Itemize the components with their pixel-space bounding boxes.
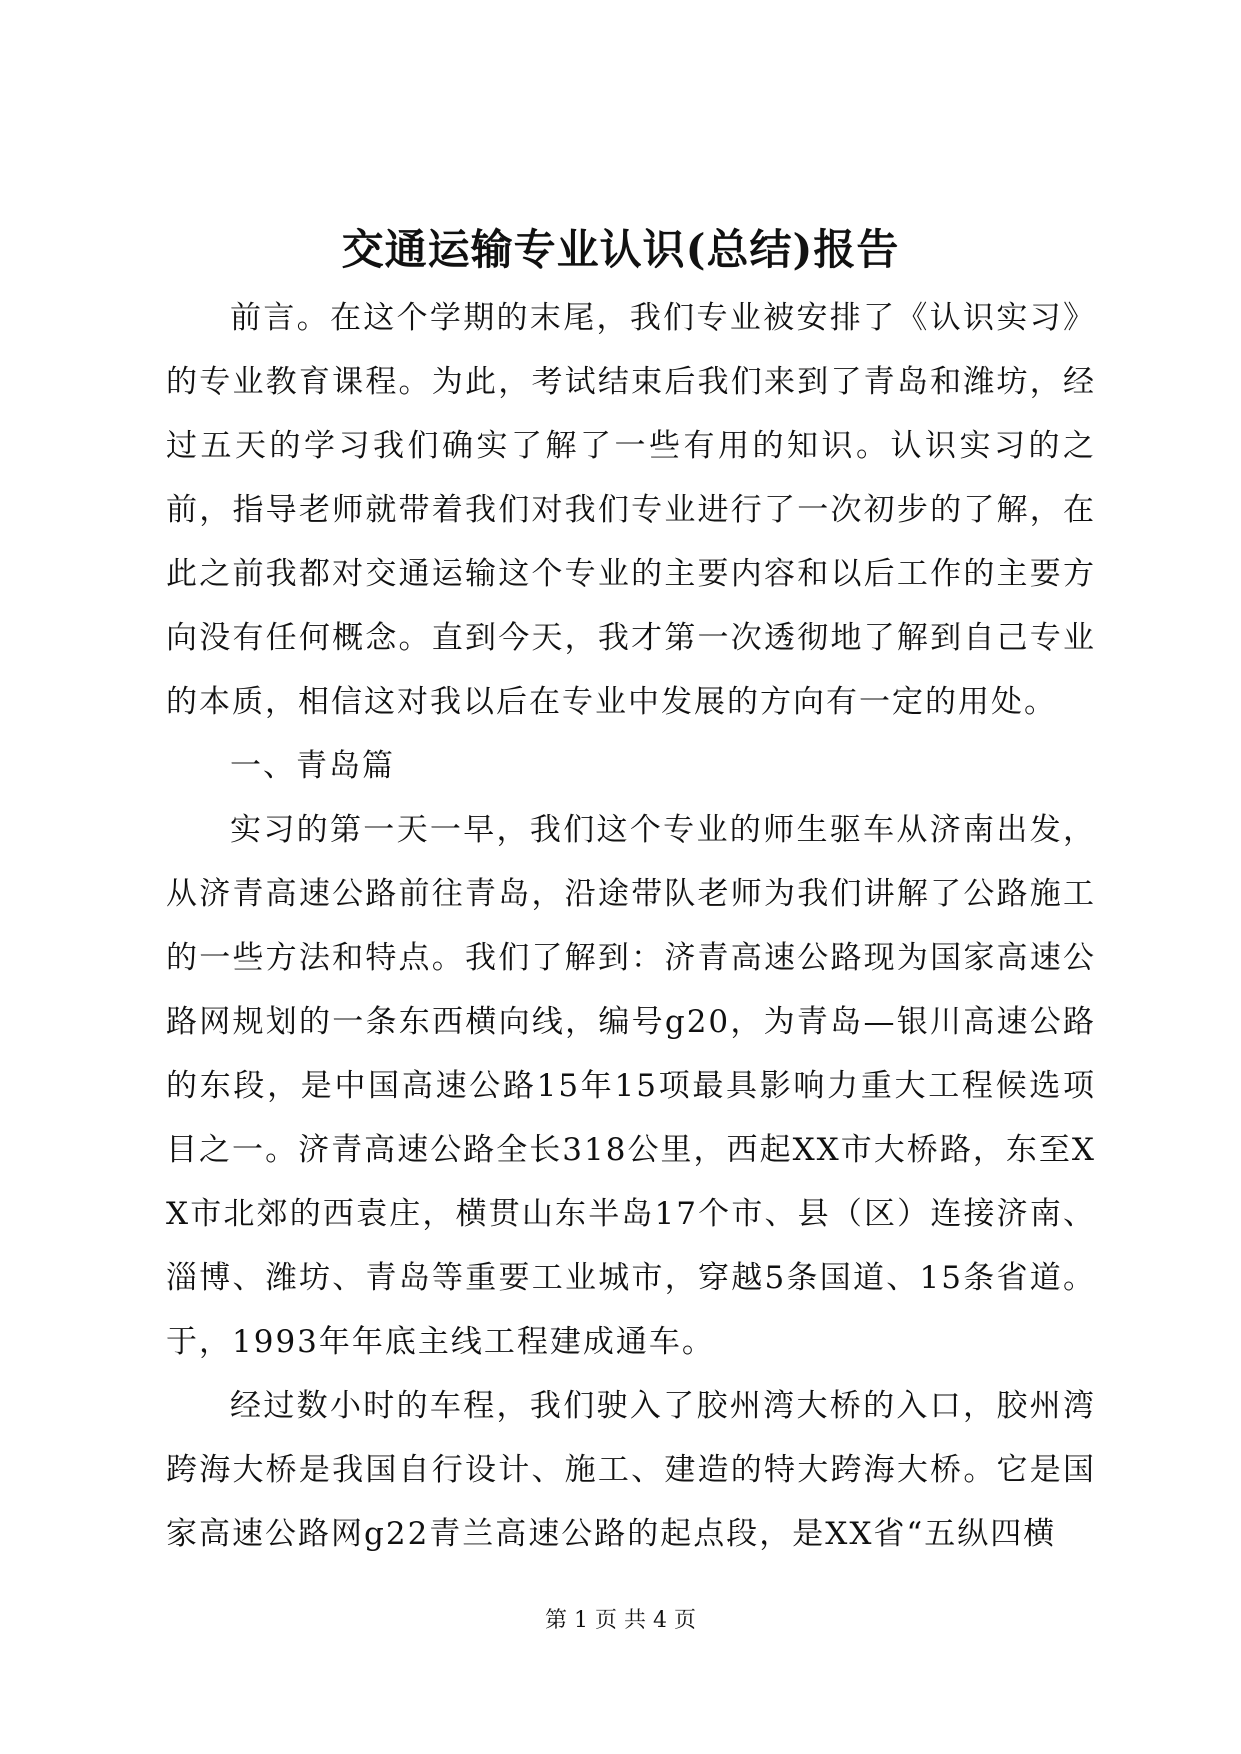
document-body [166,286,1096,1566]
document-title: 交通运输专业认识(总结)报告 [341,225,900,274]
section-heading-qingdao: 一、青岛篇 [230,748,395,784]
page-number: 第 1 页 共 4 页 [545,1608,696,1633]
paragraph-preface: 前言。在这个学期的末尾，我们专业被安排了《认识实习》的专业教育课程。为此，考试结束后我们来到了青岛和潍坊，经过五天的学习我们确实了解了一些有用的知识。认识实习的之前，指导老师就带着我们对我们专业进行了一次初步的了解，在此之前我都对交通运输这个专业的主要内容和以后工作的主要方向没有任何概念。直到今天，我才第一次透彻地了解到自己专业的本质，相信这对我以后在专业中发展的方向有一定的用处。 [166,300,1096,720]
paragraph-jiaozhou-bridge: 经过数小时的车程，我们驶入了胶州湾大桥的入口，胶州湾跨海大桥是我国自行设计、施工、建造的特大跨海大桥。它是国家高速公路网g22青兰高速公路的起点段，是XX省“五纵四横 [166,1388,1096,1552]
paragraph-jiqing-highway: 实习的第一天一早，我们这个专业的师生驱车从济南出发，从济青高速公路前往青岛，沿途带队老师为我们讲解了公路施工的一些方法和特点。我们了解到：济青高速公路现为国家高速公路网规划的一条东西横向线，编号g20，为青岛—银川高速公路的东段，是中国高速公路15年15项最具影响力重大工程候选项目之一。济青高速公路全长318公里，西起XX市大桥路，东至XX市北郊的西袁庄，横贯山东半岛17个市、县（区）连接济南、淄博、潍坊、青岛等重要工业城市，穿越5条国道、15条省道。于，1993年年底主线工程建成通车。 [166,812,1096,1360]
